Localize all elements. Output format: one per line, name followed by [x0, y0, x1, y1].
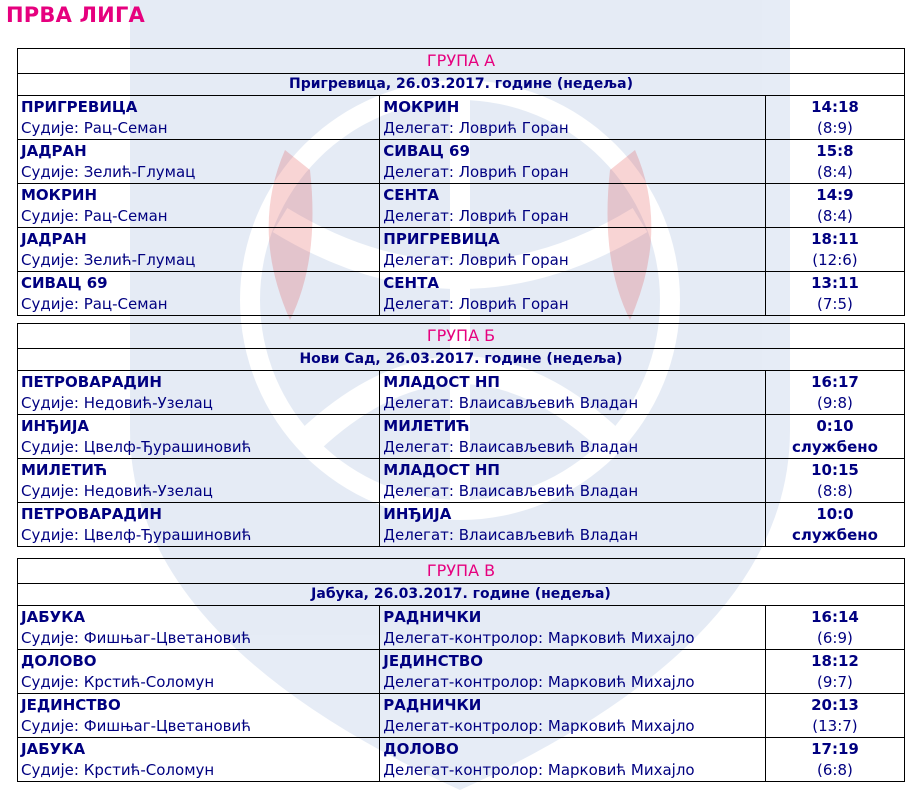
away-cell	[380, 140, 766, 184]
away-team: ПРИГРЕВИЦА	[383, 230, 500, 248]
match-row	[18, 140, 905, 184]
home-team: СИВАЦ 69	[21, 274, 108, 292]
final-score: 17:19	[811, 739, 859, 758]
half-time-score: (13:7)	[812, 716, 858, 735]
score-cell	[765, 228, 904, 272]
half-time-score: (8:4)	[817, 162, 853, 181]
delegate: Делегат: Ловрић Горан	[383, 119, 569, 137]
half-time-score: (6:9)	[817, 628, 853, 647]
away-cell	[380, 694, 766, 738]
match-row	[18, 371, 905, 415]
delegate: Делегат: Ловрић Горан	[383, 163, 569, 181]
home-team: ЈАДРАН	[21, 230, 87, 248]
match-row	[18, 694, 905, 738]
away-team: ЈЕДИНСТВО	[383, 652, 484, 670]
away-team: СИВАЦ 69	[383, 142, 470, 160]
away-team: МОКРИН	[383, 98, 460, 116]
half-time-score: (9:7)	[817, 672, 853, 691]
referees: Судије: Фишњаг-Цветановић	[21, 629, 252, 647]
half-time-score: (9:8)	[817, 393, 853, 412]
home-team: ИНЂИЈА	[21, 417, 90, 435]
home-team: ПРИГРЕВИЦА	[21, 98, 138, 116]
final-score: 14:9	[816, 185, 854, 204]
referees: Судије: Фишњаг-Цветановић	[21, 717, 252, 735]
delegate: Делегат: Влаисављевић Владан	[383, 438, 639, 456]
away-team: РАДНИЧКИ	[383, 696, 482, 714]
away-cell	[380, 184, 766, 228]
home-cell	[18, 96, 380, 140]
delegate: Делегат: Влаисављевић Владан	[383, 482, 639, 500]
away-team: ИНЂИЈА	[383, 505, 452, 523]
away-cell	[380, 415, 766, 459]
referees: Судије: Цвелф-Ђурашиновић	[21, 526, 252, 544]
referees: Судије: Зелић-Глумац	[21, 251, 196, 269]
half-time-score: (8:9)	[817, 118, 853, 137]
away-team: РАДНИЧКИ	[383, 608, 482, 626]
away-team: СЕНТА	[383, 274, 439, 292]
delegate: Делегат-контролор: Марковић Михајло	[383, 717, 695, 735]
match-row	[18, 415, 905, 459]
score-cell	[765, 606, 904, 650]
away-team: МЛАДОСТ НП	[383, 373, 500, 391]
final-score: 16:17	[811, 372, 859, 391]
away-team: СЕНТА	[383, 186, 439, 204]
delegate: Делегат-контролор: Марковић Михајло	[383, 629, 695, 647]
home-team: ДОЛОВО	[21, 652, 97, 670]
referees: Судије: Цвелф-Ђурашиновић	[21, 438, 252, 456]
final-score: 0:10	[816, 416, 854, 435]
score-cell	[765, 272, 904, 316]
group-venue: Пригревица, 26.03.2017. године (недеља)	[18, 74, 905, 96]
group-name: ГРУПА А	[18, 49, 905, 74]
group-venue: Јабука, 26.03.2017. године (недеља)	[18, 584, 905, 606]
home-cell	[18, 606, 380, 650]
group-b-table	[17, 323, 905, 547]
match-row	[18, 459, 905, 503]
match-row	[18, 228, 905, 272]
score-cell	[765, 140, 904, 184]
half-time-score: службено	[792, 525, 878, 544]
group-venue: Нови Сад, 26.03.2017. године (недеља)	[18, 349, 905, 371]
match-row	[18, 184, 905, 228]
match-row	[18, 96, 905, 140]
referees: Судије: Недовић-Узелац	[21, 394, 213, 412]
score-cell	[765, 503, 904, 547]
home-cell	[18, 228, 380, 272]
score-cell	[765, 415, 904, 459]
home-cell	[18, 650, 380, 694]
score-cell	[765, 371, 904, 415]
home-cell	[18, 371, 380, 415]
away-cell	[380, 96, 766, 140]
home-cell	[18, 415, 380, 459]
delegate: Делегат: Влаисављевић Владан	[383, 394, 639, 412]
score-cell	[765, 650, 904, 694]
final-score: 16:14	[811, 607, 859, 626]
away-team: ДОЛОВО	[383, 740, 459, 758]
home-team: ЈАБУКА	[21, 608, 86, 626]
away-team: МЛАДОСТ НП	[383, 461, 500, 479]
final-score: 14:18	[811, 97, 859, 116]
away-cell	[380, 371, 766, 415]
final-score: 10:0	[816, 504, 854, 523]
home-cell	[18, 184, 380, 228]
half-time-score: (6:8)	[817, 760, 853, 779]
group-name: ГРУПА Б	[18, 324, 905, 349]
referees: Судије: Крстић-Соломун	[21, 673, 215, 691]
home-team: МИЛЕТИЋ	[21, 461, 108, 479]
home-cell	[18, 140, 380, 184]
group-name: ГРУПА В	[18, 559, 905, 584]
match-row	[18, 738, 905, 782]
referees: Судије: Недовић-Узелац	[21, 482, 213, 500]
score-cell	[765, 694, 904, 738]
score-cell	[765, 738, 904, 782]
home-cell	[18, 738, 380, 782]
match-row	[18, 606, 905, 650]
delegate: Делегат: Ловрић Горан	[383, 207, 569, 225]
home-cell	[18, 694, 380, 738]
delegate: Делегат: Ловрић Горан	[383, 251, 569, 269]
referees: Судије: Рац-Семан	[21, 207, 168, 225]
final-score: 20:13	[811, 695, 859, 714]
home-cell	[18, 459, 380, 503]
delegate: Делегат-контролор: Марковић Михајло	[383, 673, 695, 691]
score-cell	[765, 184, 904, 228]
away-cell	[380, 503, 766, 547]
final-score: 10:15	[811, 460, 859, 479]
away-cell	[380, 650, 766, 694]
home-team: ПЕТРОВАРАДИН	[21, 505, 162, 523]
page-title: ПРВА ЛИГА	[6, 3, 145, 27]
home-team: ПЕТРОВАРАДИН	[21, 373, 162, 391]
half-time-score: (8:4)	[817, 206, 853, 225]
group-v-table	[17, 558, 905, 782]
referees: Судије: Рац-Семан	[21, 119, 168, 137]
final-score: 18:11	[811, 229, 859, 248]
final-score: 13:11	[811, 273, 859, 292]
away-cell	[380, 738, 766, 782]
home-cell	[18, 503, 380, 547]
referees: Судије: Крстић-Соломун	[21, 761, 215, 779]
away-cell	[380, 606, 766, 650]
home-team: ЈАДРАН	[21, 142, 87, 160]
away-cell	[380, 272, 766, 316]
half-time-score: (12:6)	[812, 250, 858, 269]
half-time-score: службено	[792, 437, 878, 456]
match-row	[18, 650, 905, 694]
half-time-score: (7:5)	[817, 294, 853, 313]
home-team: МОКРИН	[21, 186, 98, 204]
home-team: ЈАБУКА	[21, 740, 86, 758]
match-row	[18, 272, 905, 316]
home-cell	[18, 272, 380, 316]
score-cell	[765, 96, 904, 140]
delegate: Делегат: Влаисављевић Владан	[383, 526, 639, 544]
away-team: МИЛЕТИЋ	[383, 417, 470, 435]
delegate: Делегат-контролор: Марковић Михајло	[383, 761, 695, 779]
away-cell	[380, 228, 766, 272]
away-cell	[380, 459, 766, 503]
score-cell	[765, 459, 904, 503]
final-score: 15:8	[816, 141, 854, 160]
match-row	[18, 503, 905, 547]
home-team: ЈЕДИНСТВО	[21, 696, 121, 714]
half-time-score: (8:8)	[817, 481, 853, 500]
delegate: Делегат: Ловрић Горан	[383, 295, 569, 313]
referees: Судије: Рац-Семан	[21, 295, 168, 313]
group-a-table	[17, 48, 905, 316]
final-score: 18:12	[811, 651, 859, 670]
referees: Судије: Зелић-Глумац	[21, 163, 196, 181]
